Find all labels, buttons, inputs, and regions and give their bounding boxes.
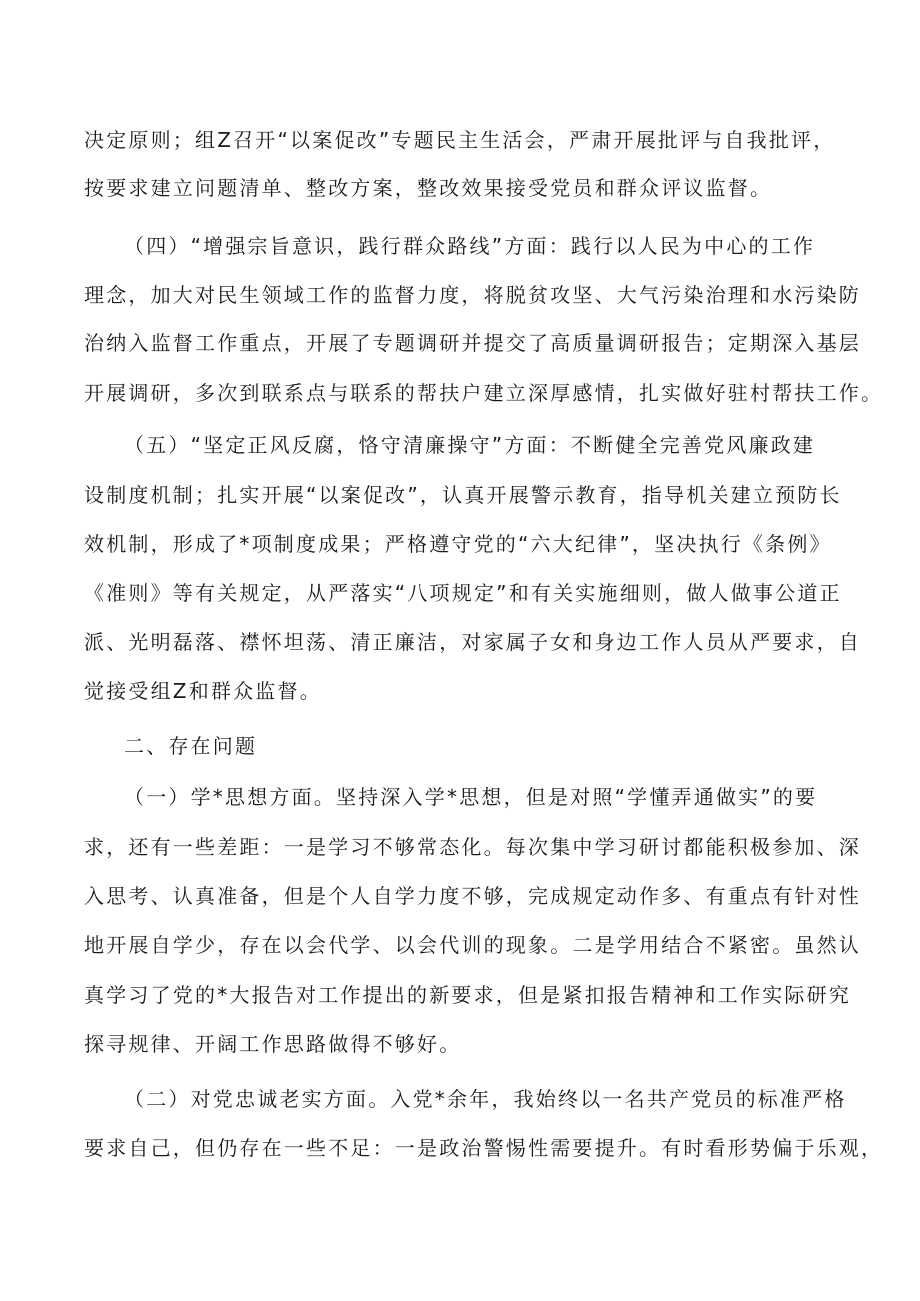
- section-heading: 二、存在问题: [124, 734, 258, 758]
- text-line: 理念，加大对民生领域工作的监督力度，将脱贫攻坚、大气污染治理和水污染防: [84, 283, 861, 307]
- text-line: 按要求建立问题清单、整改方案，整改效果接受党员和群众评议监督。: [84, 176, 773, 200]
- text-line: 派、光明磊落、襟怀坦荡、清正廉洁，对家属子女和身边工作人员从严要求，自: [84, 630, 861, 654]
- text-line: 要求自己，但仍存在一些不足：一是政治警惕性需要提升。有时看形势偏于乐观，: [84, 1136, 884, 1160]
- paragraph-heading-line: （二）对党忠诚老实方面。入党*余年，我始终以一名共产党员的标准严格: [124, 1087, 847, 1111]
- text-line: 求，还有一些差距：一是学习不够常态化。每次集中学习研讨都能积极参加、深: [84, 835, 861, 859]
- text-line: 探寻规律、开阔工作思路做得不够好。: [84, 1032, 462, 1056]
- text-line: 《准则》等有关规定，从严落实“八项规定”和有关实施细则，做人做事公道正: [84, 581, 842, 605]
- text-line: 开展调研，多次到联系点与联系的帮扶户建立深厚感情，扎实做好驻村帮扶工作。: [84, 381, 884, 405]
- text-line: 觉接受组Z和群众监督。: [84, 679, 322, 703]
- text-line: 地开展自学少，存在以会代学、以会代训的现象。二是学用结合不紧密。虽然认: [84, 933, 861, 957]
- text-line: 设制度机制；扎实开展“以案促改”，认真开展警示教育，指导机关建立预防长: [84, 483, 842, 507]
- paragraph-heading-line: （四）“增强宗旨意识，践行群众路线”方面：践行以人民为中心的工作: [124, 234, 816, 258]
- text-line: 治纳入监督工作重点，开展了专题调研并提交了高质量调研报告；定期深入基层: [84, 331, 861, 355]
- text-line: 真学习了党的*大报告对工作提出的新要求，但是紧扣报告精神和工作实际研究: [84, 983, 851, 1007]
- text-line: 决定原则；组Z召开“以案促改”专题民主生活会，严肃开展批评与自我批评，: [84, 128, 836, 152]
- text-line: 效机制，形成了*项制度成果；严格遵守党的“六大纪律”，坚决执行《条例》: [84, 532, 832, 556]
- paragraph-heading-line: （五）“坚定正风反腐，恪守清廉操守”方面：不断健全完善党风廉政建: [124, 433, 816, 457]
- text-line: 入思考、认真准备，但是个人自学力度不够，完成规定动作多、有重点有针对性: [84, 884, 861, 908]
- paragraph-heading-line: （一）学*思想方面。坚持深入学*思想，但是对照“学懂弄通做实”的要: [124, 785, 818, 809]
